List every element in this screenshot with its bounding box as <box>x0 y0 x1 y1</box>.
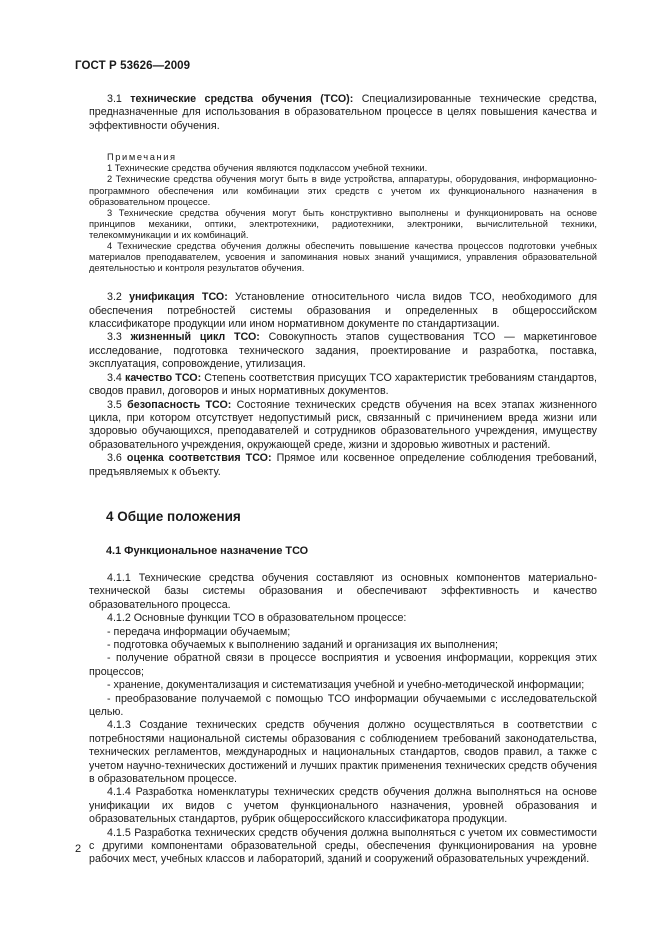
definition-number: 3.5 <box>107 398 122 411</box>
subsection-heading: 4.1 Функциональное назначение ТСО <box>106 544 309 557</box>
definition-term: технические средства обучения (ТСО): <box>130 93 354 105</box>
definition-3-3 <box>89 331 597 371</box>
paragraph: 4.1.5 Разработка технических средств обучения должна выполняться с учетом их совместимости с другими компонентами образовательной среды, обеспечения функционирования на уровне рабочих мест, учебных классов и лабораторий, зданий и сооружений образовательных учреждений. <box>89 826 597 866</box>
note-item: 1 Технические средства обучения являются подклассом учебной техники. <box>107 163 428 174</box>
list-item: - хранение, документализация и систематизация учебной и учебно-методической информации; <box>107 679 585 692</box>
list-item: - преобразование получаемой с помощью ТСО информации обучаемыми с исследовательской целью. <box>89 692 597 718</box>
definition-term: унификация ТСО: <box>129 291 228 304</box>
definition-3-5 <box>89 399 597 453</box>
list-item: - подготовка обучаемых к выполнению заданий и организация их выполнения; <box>107 638 498 651</box>
definition-term: жизненный цикл ТСО: <box>130 331 260 344</box>
paragraph: 4.1.2 Основные функции ТСО в образовательном процессе: <box>107 612 407 625</box>
page-number: 2 <box>75 843 82 855</box>
paragraph: 4.1.3 Создание технических средств обучения должно осуществляться в соответствии с потребностями национальной системы образования с соблюдением требований законодательства, технических регламентов, международных и национальных стандартов, сводов правил, а также с учетом научно-технических достижений и лучших практик применения технических средств обучения в образовательном процессе. <box>89 719 597 786</box>
definition-number: 3.6 <box>107 452 122 465</box>
definition-3-2 <box>89 291 597 331</box>
paragraph: 4.1.4 Разработка номенклатуры технических средств обучения должна выполняться на основе унификации их видов с учетом функционального назначения, уровней образования и образовательных стандартов, рубрик общероссийского классификатора продукции. <box>89 786 597 826</box>
notes-block <box>89 152 597 274</box>
document-body <box>89 93 597 867</box>
definition-3-6 <box>89 452 597 479</box>
note-item: 2 Технические средства обучения могут быть в виде устройства, аппаратуры, оборудования, информационно-программного обеспечения или комбинации этих средств с учетом их функционального назначения в образовательном процессе. <box>89 174 597 207</box>
definition-number: 3.2 <box>107 291 122 304</box>
note-item: 3 Технические средства обучения могут быть конструктивно выполнены и функционировать на основе принципов механики, оптики, электротехники, радиотехники, электроники, вычислительной техники, телекоммуникации и их комбинаций. <box>89 207 597 240</box>
definition-3-1 <box>89 93 597 133</box>
notes-title: Примечания <box>107 152 177 163</box>
definition-number: 3.1 <box>107 93 122 105</box>
definition-term: качество ТСО: <box>125 371 202 384</box>
document-header: ГОСТ Р 53626—2009 <box>75 60 191 72</box>
section-heading: 4 Общие положения <box>106 508 241 524</box>
definition-text: Степень соответствия присущих ТСО характеристик требованиям стандартов, сводов правил, договоров и иных нормативных документов. <box>89 371 597 398</box>
definition-text: Специализированные технические средства, предназначенные для использования в образовательном процессе в целях повышения качества и эффективности обучения. <box>89 93 597 132</box>
definition-text: Состояние технических средств обучения на всех этапах жизненного цикла, при котором отсутствует недопустимый риск, связанный с причинением вреда жизни или здоровью обучающихся, преподавателей и сотрудников образовательного учреждения, имуществу образовательного учреждения, окружающей среде, жизни и здоровью животных и растений. <box>89 398 597 451</box>
definition-text: Совокупность этапов существования ТСО — маркетинговое исследование, подготовка технического задания, проектирование и разработка, поставка, эксплуатация, сопровождение, утилизация. <box>89 331 598 371</box>
definition-text: Прямое или косвенное определение соблюдения требований, предъявляемых к объекту. <box>89 452 597 478</box>
definition-number: 3.4 <box>107 371 122 384</box>
definition-text: Установление относительного числа видов ТСО, необходимого для обеспечения потребностей системы образования и определенных в общероссийском классификаторе продукции или ином нормативном документе по стандартизации. <box>89 291 597 331</box>
note-item: 4 Технические средства обучения должны обеспечить повышение качества процессов подготовки учебных материалов преподавателем, усвоения и запоминания новых знаний учащимися, управления образовательной деятельностью и контроля результатов обучения. <box>89 240 597 274</box>
definition-term: оценка соответствия ТСО: <box>126 452 272 465</box>
list-item: - передача информации обучаемым; <box>107 625 291 638</box>
definition-number: 3.3 <box>107 331 122 344</box>
definition-3-4 <box>89 372 597 399</box>
paragraph: 4.1.1 Технические средства обучения составляют из основных компонентов материально-технической базы системы образования и обеспечивают эффективность и качество образовательного процесса. <box>89 571 597 611</box>
list-item: - получение обратной связи в процессе восприятия и усвоения информации, коррекция этих процессов; <box>89 652 597 678</box>
definition-term: безопасность ТСО: <box>127 398 232 411</box>
